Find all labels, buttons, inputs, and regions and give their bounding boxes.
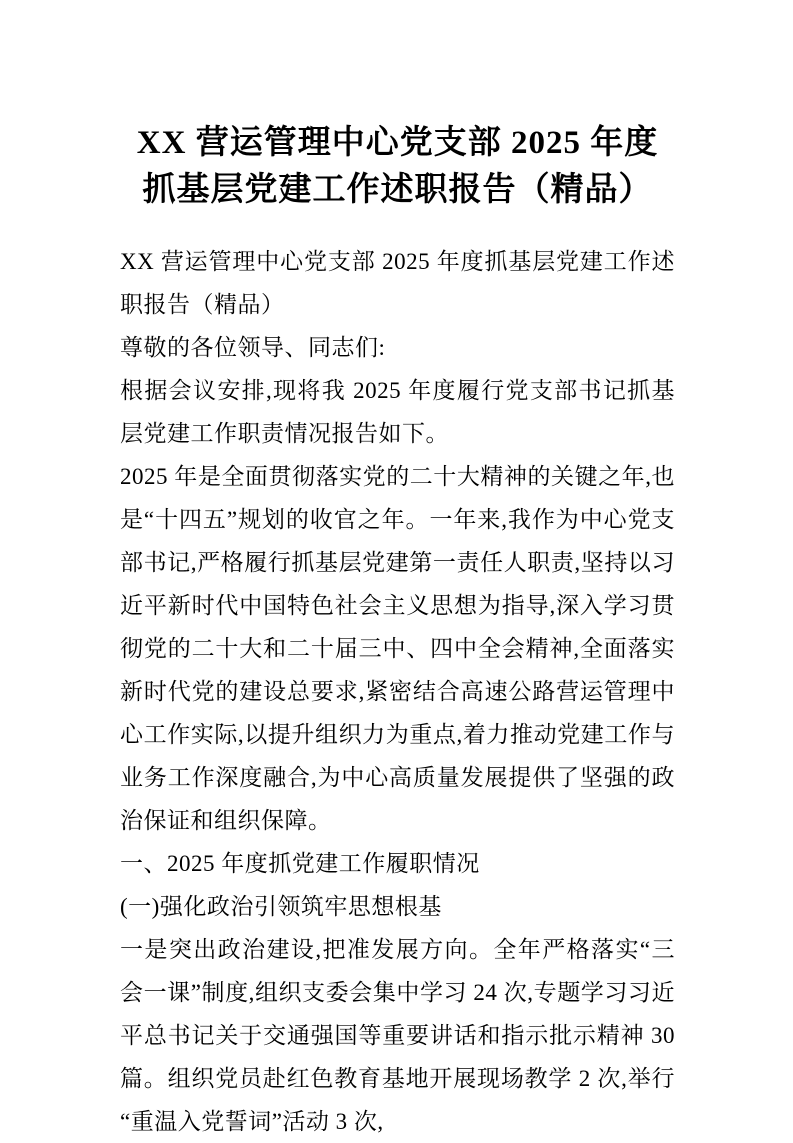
document-body	[120, 240, 675, 1143]
paragraph-title-repeat: XX 营运管理中心党支部 2025 年度抓基层党建工作述职报告（精品）	[120, 249, 675, 317]
paragraph-detail-1: 一是突出政治建设,把准发展方向。全年严格落实“三会一课”制度,组织支委会集中学习 24 次,专题学习习近平总书记关于交通强国等重要讲话和指示批示精神 30 篇。组织党员赴红色教育基地开展现场教学 2 次,举行“重温入党誓词”活动 3 次,	[120, 937, 675, 1134]
paragraph-overview: 2025 年是全面贯彻落实党的二十大精神的关键之年,也是“十四五”规划的收官之年。一年来,我作为中心党支部书记,严格履行抓基层党建第一责任人职责,坚持以习近平新时代中国特色社会主义思想为指导,深入学习贯彻党的二十大和二十届三中、四中全会精神,全面落实新时代党的建设总要求,紧密结合高速公路营运管理中心工作实际,以提升组织力为重点,着力推动党建工作与业务工作深度融合,为中心高质量发展提供了坚强的政治保证和组织保障。	[120, 464, 675, 833]
paragraph-intro: 根据会议安排,现将我 2025 年度履行党支部书记抓基层党建工作职责情况报告如下。	[120, 378, 675, 446]
section-heading-1: 一、2025 年度抓党建工作履职情况	[120, 851, 480, 876]
subsection-heading-1-1: (一)强化政治引领筑牢思想根基	[120, 894, 442, 919]
document-title: XX 营运管理中心党支部 2025 年度抓基层党建工作述职报告（精品）	[136, 125, 659, 208]
paragraph-salutation: 尊敬的各位领导、同志们:	[120, 335, 386, 360]
